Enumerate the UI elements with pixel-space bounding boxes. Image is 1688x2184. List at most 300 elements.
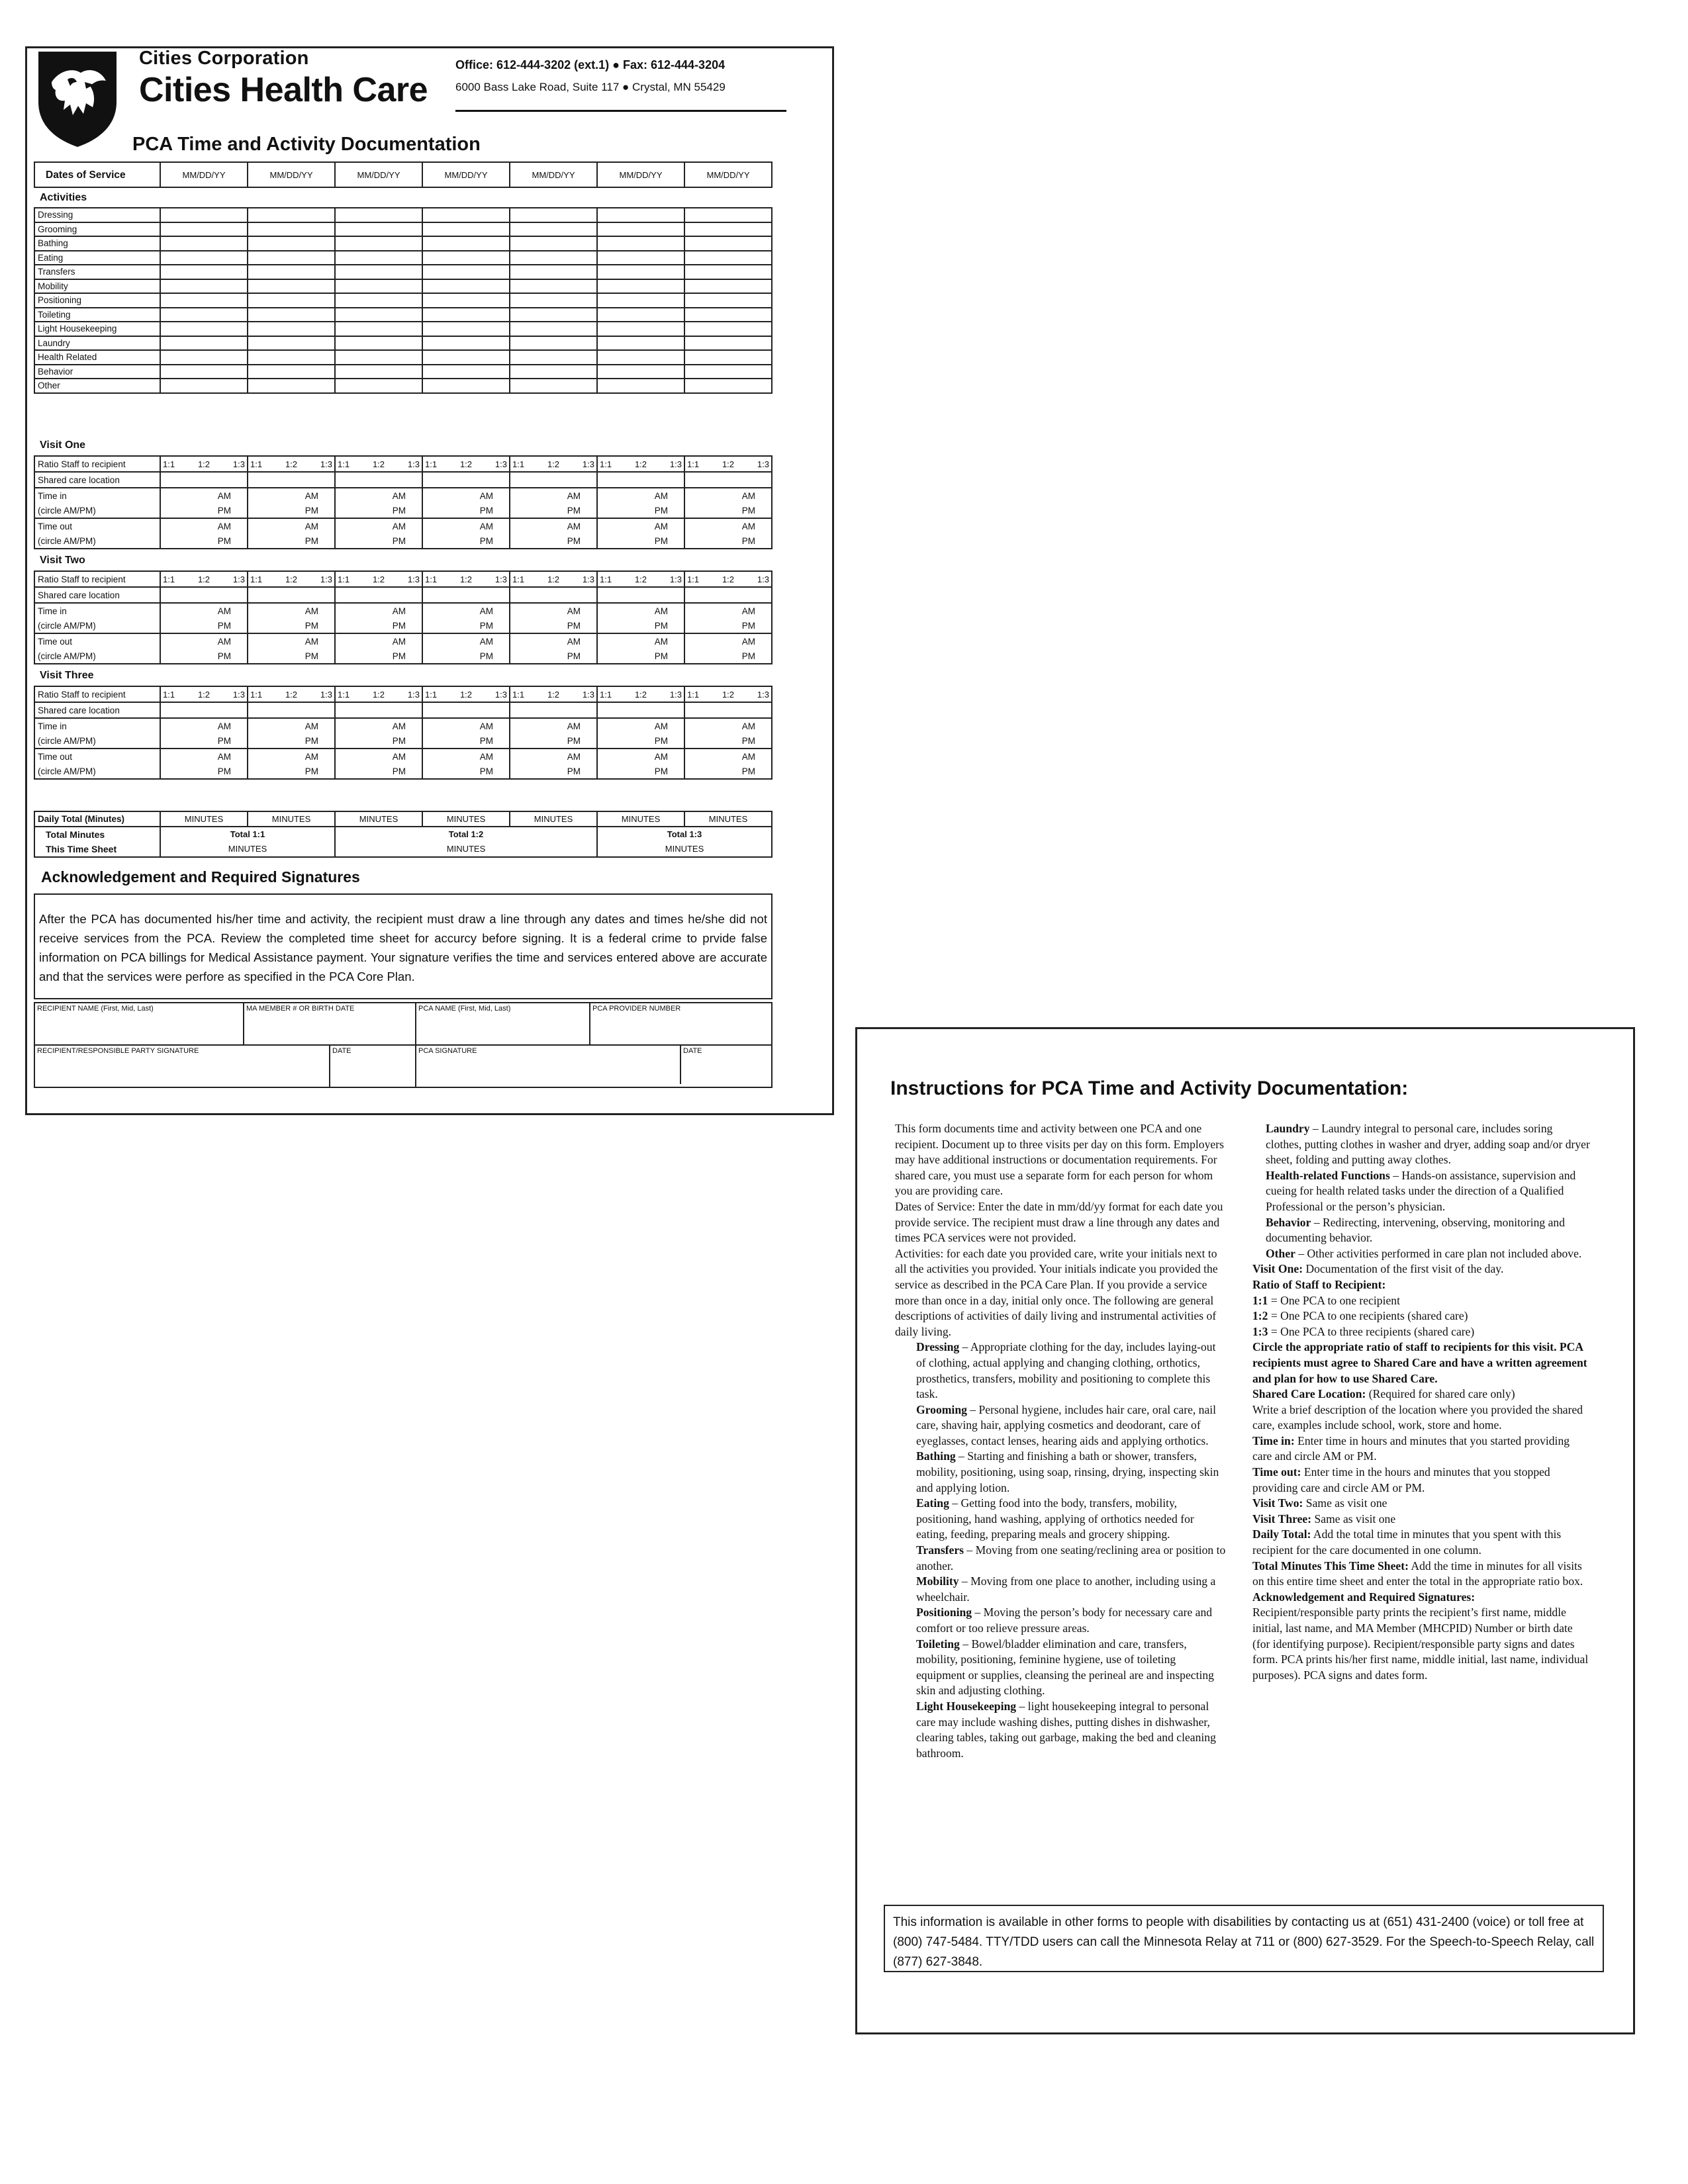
ratio-option-12[interactable]: 1:2 [372, 459, 385, 469]
time-out-am[interactable]: AM [335, 518, 422, 533]
ratio-cell[interactable] [335, 571, 422, 587]
ratio-option-11[interactable]: 1:1 [250, 574, 263, 584]
ratio-cell[interactable] [422, 456, 510, 472]
ma-member-field[interactable]: MA MEMBER # OR BIRTH DATE [244, 1003, 416, 1045]
ratio-option-11[interactable]: 1:1 [425, 574, 438, 584]
activity-initial-cell[interactable] [248, 365, 335, 379]
time-in-am[interactable]: AM [248, 603, 335, 618]
daily-total-cell[interactable]: MINUTES [160, 811, 248, 827]
date-cell[interactable]: MM/DD/YY [684, 162, 772, 187]
activity-initial-cell[interactable] [335, 279, 422, 294]
time-in-am[interactable]: AM [160, 603, 248, 618]
daily-total-cell[interactable]: MINUTES [422, 811, 510, 827]
time-out-am[interactable]: AM [422, 633, 510, 649]
ratio-option-12[interactable]: 1:2 [547, 459, 560, 469]
time-in-am[interactable]: AM [597, 718, 684, 733]
activity-initial-cell[interactable] [335, 251, 422, 265]
time-out-pm[interactable]: PM [422, 533, 510, 549]
time-out-pm[interactable]: PM [248, 649, 335, 664]
time-in-am[interactable]: AM [248, 488, 335, 503]
activity-initial-cell[interactable] [335, 350, 422, 365]
activity-initial-cell[interactable] [684, 236, 772, 251]
recipient-signature-field[interactable]: RECIPIENT/RESPONSIBLE PARTY SIGNATURE [34, 1045, 330, 1087]
time-in-pm[interactable]: PM [160, 503, 248, 518]
ratio-cell[interactable] [335, 456, 422, 472]
ratio-option-11[interactable]: 1:1 [338, 459, 350, 469]
ratio-option-12[interactable]: 1:2 [459, 574, 473, 584]
ratio-option-13[interactable]: 1:3 [320, 459, 332, 469]
ratio-option-13[interactable]: 1:3 [232, 689, 245, 700]
ratio-cell[interactable] [684, 571, 772, 587]
pca-date-field[interactable]: DATE [683, 1047, 702, 1055]
daily-total-cell[interactable]: MINUTES [684, 811, 772, 827]
activity-initial-cell[interactable] [597, 293, 684, 308]
time-in-pm[interactable]: PM [248, 733, 335, 749]
activity-initial-cell[interactable] [684, 365, 772, 379]
ratio-option-13[interactable]: 1:3 [494, 574, 507, 584]
time-in-pm[interactable]: PM [335, 503, 422, 518]
time-out-am[interactable]: AM [510, 633, 597, 649]
activity-initial-cell[interactable] [335, 208, 422, 222]
time-in-pm[interactable]: PM [248, 618, 335, 633]
activity-initial-cell[interactable] [510, 293, 597, 308]
ratio-cell[interactable] [335, 686, 422, 702]
activity-initial-cell[interactable] [510, 336, 597, 351]
ratio-cell[interactable] [422, 571, 510, 587]
ratio-option-13[interactable]: 1:3 [757, 689, 769, 700]
time-out-am[interactable]: AM [160, 633, 248, 649]
activity-initial-cell[interactable] [684, 350, 772, 365]
activity-initial-cell[interactable] [597, 336, 684, 351]
time-in-pm[interactable]: PM [510, 733, 597, 749]
shared-location-cell[interactable] [160, 702, 248, 718]
shared-location-cell[interactable] [422, 472, 510, 488]
time-out-am[interactable]: AM [422, 518, 510, 533]
shared-location-cell[interactable] [422, 702, 510, 718]
activity-initial-cell[interactable] [160, 208, 248, 222]
ratio-option-11[interactable]: 1:1 [338, 574, 350, 584]
time-in-am[interactable]: AM [335, 603, 422, 618]
ratio-option-11[interactable]: 1:1 [250, 459, 263, 469]
activity-initial-cell[interactable] [597, 222, 684, 237]
activity-initial-cell[interactable] [510, 322, 597, 336]
time-out-pm[interactable]: PM [597, 764, 684, 779]
activity-initial-cell[interactable] [248, 208, 335, 222]
time-in-pm[interactable]: PM [422, 733, 510, 749]
ratio-option-13[interactable]: 1:3 [582, 689, 594, 700]
ratio-option-12[interactable]: 1:2 [634, 689, 647, 700]
activity-initial-cell[interactable] [422, 322, 510, 336]
activity-initial-cell[interactable] [248, 322, 335, 336]
time-out-am[interactable]: AM [248, 633, 335, 649]
activity-initial-cell[interactable] [248, 279, 335, 294]
time-in-am[interactable]: AM [422, 603, 510, 618]
ratio-option-12[interactable]: 1:2 [634, 459, 647, 469]
activity-initial-cell[interactable] [335, 365, 422, 379]
time-in-pm[interactable]: PM [597, 503, 684, 518]
ratio-option-13[interactable]: 1:3 [582, 574, 594, 584]
time-out-pm[interactable]: PM [510, 533, 597, 549]
activity-initial-cell[interactable] [248, 350, 335, 365]
ratio-cell[interactable] [597, 686, 684, 702]
time-out-pm[interactable]: PM [335, 533, 422, 549]
ratio-option-11[interactable]: 1:1 [163, 459, 175, 469]
activity-initial-cell[interactable] [248, 265, 335, 279]
time-out-am[interactable]: AM [160, 749, 248, 764]
ratio-option-13[interactable]: 1:3 [494, 689, 507, 700]
shared-location-cell[interactable] [422, 587, 510, 603]
activity-initial-cell[interactable] [684, 208, 772, 222]
time-in-pm[interactable]: PM [422, 503, 510, 518]
ratio-option-11[interactable]: 1:1 [163, 574, 175, 584]
time-out-am[interactable]: AM [684, 518, 772, 533]
time-out-am[interactable]: AM [684, 633, 772, 649]
activity-initial-cell[interactable] [510, 251, 597, 265]
total-12-cell[interactable] [335, 827, 597, 857]
date-cell[interactable]: MM/DD/YY [248, 162, 335, 187]
time-out-am[interactable]: AM [597, 633, 684, 649]
activity-initial-cell[interactable] [422, 365, 510, 379]
shared-location-cell[interactable] [684, 587, 772, 603]
time-out-pm[interactable]: PM [510, 764, 597, 779]
pca-name-field[interactable]: PCA NAME (First, Mid, Last) [416, 1003, 590, 1045]
shared-location-cell[interactable] [597, 702, 684, 718]
time-in-am[interactable]: AM [160, 718, 248, 733]
activity-initial-cell[interactable] [422, 222, 510, 237]
time-out-am[interactable]: AM [510, 749, 597, 764]
activity-initial-cell[interactable] [160, 350, 248, 365]
ratio-option-12[interactable]: 1:2 [459, 689, 473, 700]
activity-initial-cell[interactable] [510, 236, 597, 251]
recipient-date-field[interactable]: DATE [330, 1045, 416, 1087]
activity-initial-cell[interactable] [335, 236, 422, 251]
shared-location-cell[interactable] [597, 587, 684, 603]
shared-location-cell[interactable] [248, 702, 335, 718]
time-out-pm[interactable]: PM [248, 764, 335, 779]
ratio-option-11[interactable]: 1:1 [512, 574, 525, 584]
activity-initial-cell[interactable] [597, 322, 684, 336]
ratio-option-12[interactable]: 1:2 [547, 689, 560, 700]
ratio-cell[interactable] [597, 571, 684, 587]
time-in-am[interactable]: AM [422, 488, 510, 503]
time-in-pm[interactable]: PM [684, 618, 772, 633]
activity-initial-cell[interactable] [422, 350, 510, 365]
daily-total-cell[interactable]: MINUTES [248, 811, 335, 827]
ratio-cell[interactable] [510, 686, 597, 702]
ratio-option-12[interactable]: 1:2 [722, 574, 735, 584]
activity-initial-cell[interactable] [248, 236, 335, 251]
shared-location-cell[interactable] [510, 702, 597, 718]
pca-provider-field[interactable]: PCA PROVIDER NUMBER [590, 1003, 772, 1045]
pca-signature-field[interactable]: PCA SIGNATURE [416, 1046, 681, 1084]
shared-location-cell[interactable] [510, 472, 597, 488]
time-in-pm[interactable]: PM [335, 733, 422, 749]
time-in-am[interactable]: AM [597, 488, 684, 503]
shared-location-cell[interactable] [335, 702, 422, 718]
ratio-cell[interactable] [684, 686, 772, 702]
date-cell[interactable]: MM/DD/YY [422, 162, 510, 187]
ratio-option-12[interactable]: 1:2 [722, 689, 735, 700]
time-in-pm[interactable]: PM [422, 618, 510, 633]
daily-total-cell[interactable]: MINUTES [510, 811, 597, 827]
time-in-pm[interactable]: PM [248, 503, 335, 518]
ratio-option-12[interactable]: 1:2 [285, 574, 298, 584]
activity-initial-cell[interactable] [160, 279, 248, 294]
time-out-am[interactable]: AM [597, 518, 684, 533]
activity-initial-cell[interactable] [597, 365, 684, 379]
activity-initial-cell[interactable] [422, 308, 510, 322]
activity-initial-cell[interactable] [597, 308, 684, 322]
shared-location-cell[interactable] [597, 472, 684, 488]
time-out-pm[interactable]: PM [422, 649, 510, 664]
activity-initial-cell[interactable] [160, 336, 248, 351]
ratio-cell[interactable] [422, 686, 510, 702]
activity-initial-cell[interactable] [510, 379, 597, 393]
ratio-option-11[interactable]: 1:1 [163, 689, 175, 700]
time-in-am[interactable]: AM [684, 488, 772, 503]
ratio-option-13[interactable]: 1:3 [669, 689, 682, 700]
ratio-option-13[interactable]: 1:3 [320, 689, 332, 700]
time-in-pm[interactable]: PM [684, 733, 772, 749]
activity-initial-cell[interactable] [684, 336, 772, 351]
ratio-option-11[interactable]: 1:1 [600, 459, 612, 469]
time-in-am[interactable]: AM [684, 718, 772, 733]
time-out-pm[interactable]: PM [597, 533, 684, 549]
activity-initial-cell[interactable] [422, 236, 510, 251]
time-in-am[interactable]: AM [160, 488, 248, 503]
time-in-pm[interactable]: PM [160, 618, 248, 633]
ratio-option-12[interactable]: 1:2 [634, 574, 647, 584]
time-in-am[interactable]: AM [335, 488, 422, 503]
activity-initial-cell[interactable] [684, 265, 772, 279]
ratio-option-12[interactable]: 1:2 [722, 459, 735, 469]
time-in-pm[interactable]: PM [160, 733, 248, 749]
time-in-pm[interactable]: PM [597, 618, 684, 633]
time-out-pm[interactable]: PM [422, 764, 510, 779]
ratio-option-12[interactable]: 1:2 [372, 574, 385, 584]
shared-location-cell[interactable] [248, 587, 335, 603]
ratio-option-13[interactable]: 1:3 [494, 459, 507, 469]
activity-initial-cell[interactable] [422, 208, 510, 222]
time-out-pm[interactable]: PM [510, 649, 597, 664]
activity-initial-cell[interactable] [684, 251, 772, 265]
ratio-option-13[interactable]: 1:3 [232, 574, 245, 584]
daily-total-cell[interactable]: MINUTES [335, 811, 422, 827]
activity-initial-cell[interactable] [160, 251, 248, 265]
time-in-pm[interactable]: PM [684, 503, 772, 518]
date-cell[interactable]: MM/DD/YY [335, 162, 422, 187]
activity-initial-cell[interactable] [422, 379, 510, 393]
ratio-cell[interactable] [597, 456, 684, 472]
activity-initial-cell[interactable] [510, 222, 597, 237]
ratio-cell[interactable] [510, 456, 597, 472]
ratio-option-12[interactable]: 1:2 [372, 689, 385, 700]
ratio-cell[interactable] [248, 686, 335, 702]
time-out-pm[interactable]: PM [160, 764, 248, 779]
activity-initial-cell[interactable] [160, 322, 248, 336]
shared-location-cell[interactable] [335, 472, 422, 488]
activity-initial-cell[interactable] [160, 265, 248, 279]
activity-initial-cell[interactable] [160, 222, 248, 237]
activity-initial-cell[interactable] [422, 265, 510, 279]
time-out-am[interactable]: AM [510, 518, 597, 533]
ratio-cell[interactable] [248, 571, 335, 587]
activity-initial-cell[interactable] [248, 293, 335, 308]
ratio-cell[interactable] [160, 456, 248, 472]
shared-location-cell[interactable] [335, 587, 422, 603]
ratio-cell[interactable] [510, 571, 597, 587]
time-in-pm[interactable]: PM [510, 618, 597, 633]
ratio-option-13[interactable]: 1:3 [407, 574, 420, 584]
time-out-pm[interactable]: PM [335, 649, 422, 664]
ratio-option-11[interactable]: 1:1 [600, 574, 612, 584]
activity-initial-cell[interactable] [510, 265, 597, 279]
time-out-am[interactable]: AM [597, 749, 684, 764]
activity-initial-cell[interactable] [684, 322, 772, 336]
ratio-option-13[interactable]: 1:3 [757, 574, 769, 584]
ratio-option-11[interactable]: 1:1 [687, 574, 700, 584]
ratio-option-11[interactable]: 1:1 [250, 689, 263, 700]
activity-initial-cell[interactable] [422, 293, 510, 308]
activity-initial-cell[interactable] [248, 379, 335, 393]
date-cell[interactable]: MM/DD/YY [597, 162, 684, 187]
activity-initial-cell[interactable] [510, 208, 597, 222]
activity-initial-cell[interactable] [510, 365, 597, 379]
activity-initial-cell[interactable] [597, 208, 684, 222]
activity-initial-cell[interactable] [248, 336, 335, 351]
time-out-pm[interactable]: PM [597, 649, 684, 664]
ratio-option-11[interactable]: 1:1 [512, 459, 525, 469]
activity-initial-cell[interactable] [684, 308, 772, 322]
time-out-pm[interactable]: PM [160, 533, 248, 549]
ratio-option-12[interactable]: 1:2 [197, 574, 211, 584]
time-out-am[interactable]: AM [248, 518, 335, 533]
total-13-cell[interactable] [597, 827, 772, 857]
ratio-option-12[interactable]: 1:2 [285, 459, 298, 469]
activity-initial-cell[interactable] [160, 308, 248, 322]
activity-initial-cell[interactable] [422, 279, 510, 294]
date-cell[interactable]: MM/DD/YY [510, 162, 597, 187]
time-in-pm[interactable]: PM [335, 618, 422, 633]
activity-initial-cell[interactable] [684, 293, 772, 308]
ratio-option-13[interactable]: 1:3 [757, 459, 769, 469]
ratio-cell[interactable] [248, 456, 335, 472]
shared-location-cell[interactable] [684, 472, 772, 488]
activity-initial-cell[interactable] [248, 308, 335, 322]
time-out-pm[interactable]: PM [684, 649, 772, 664]
shared-location-cell[interactable] [160, 472, 248, 488]
time-in-am[interactable]: AM [510, 718, 597, 733]
time-out-pm[interactable]: PM [248, 533, 335, 549]
time-out-am[interactable]: AM [335, 633, 422, 649]
shared-location-cell[interactable] [684, 702, 772, 718]
shared-location-cell[interactable] [160, 587, 248, 603]
daily-total-cell[interactable]: MINUTES [597, 811, 684, 827]
ratio-option-13[interactable]: 1:3 [407, 689, 420, 700]
time-out-pm[interactable]: PM [684, 533, 772, 549]
activity-initial-cell[interactable] [335, 265, 422, 279]
ratio-option-13[interactable]: 1:3 [320, 574, 332, 584]
ratio-option-12[interactable]: 1:2 [285, 689, 298, 700]
shared-location-cell[interactable] [510, 587, 597, 603]
activity-initial-cell[interactable] [160, 365, 248, 379]
activity-initial-cell[interactable] [422, 251, 510, 265]
activity-initial-cell[interactable] [597, 379, 684, 393]
ratio-option-11[interactable]: 1:1 [338, 689, 350, 700]
total-11-cell[interactable] [160, 827, 335, 857]
time-in-am[interactable]: AM [597, 603, 684, 618]
activity-initial-cell[interactable] [335, 336, 422, 351]
activity-initial-cell[interactable] [597, 251, 684, 265]
ratio-option-11[interactable]: 1:1 [425, 689, 438, 700]
ratio-option-13[interactable]: 1:3 [669, 459, 682, 469]
activity-initial-cell[interactable] [248, 251, 335, 265]
activity-initial-cell[interactable] [684, 222, 772, 237]
activity-initial-cell[interactable] [422, 336, 510, 351]
date-cell[interactable]: MM/DD/YY [160, 162, 248, 187]
activity-initial-cell[interactable] [597, 265, 684, 279]
ratio-option-11[interactable]: 1:1 [425, 459, 438, 469]
ratio-option-13[interactable]: 1:3 [232, 459, 245, 469]
ratio-option-11[interactable]: 1:1 [600, 689, 612, 700]
ratio-cell[interactable] [160, 571, 248, 587]
time-in-am[interactable]: AM [510, 488, 597, 503]
time-in-am[interactable]: AM [510, 603, 597, 618]
activity-initial-cell[interactable] [510, 350, 597, 365]
time-in-pm[interactable]: PM [597, 733, 684, 749]
ratio-cell[interactable] [684, 456, 772, 472]
time-out-pm[interactable]: PM [684, 764, 772, 779]
ratio-option-11[interactable]: 1:1 [512, 689, 525, 700]
activity-initial-cell[interactable] [597, 236, 684, 251]
ratio-option-12[interactable]: 1:2 [547, 574, 560, 584]
activity-initial-cell[interactable] [510, 279, 597, 294]
activity-initial-cell[interactable] [160, 236, 248, 251]
ratio-option-11[interactable]: 1:1 [687, 459, 700, 469]
ratio-option-12[interactable]: 1:2 [197, 459, 211, 469]
activity-initial-cell[interactable] [597, 350, 684, 365]
activity-initial-cell[interactable] [510, 308, 597, 322]
ratio-option-13[interactable]: 1:3 [407, 459, 420, 469]
activity-initial-cell[interactable] [335, 293, 422, 308]
time-out-pm[interactable]: PM [335, 764, 422, 779]
activity-initial-cell[interactable] [248, 222, 335, 237]
time-in-am[interactable]: AM [684, 603, 772, 618]
time-out-am[interactable]: AM [160, 518, 248, 533]
activity-initial-cell[interactable] [684, 279, 772, 294]
activity-initial-cell[interactable] [335, 322, 422, 336]
ratio-option-12[interactable]: 1:2 [197, 689, 211, 700]
activity-initial-cell[interactable] [160, 379, 248, 393]
activity-initial-cell[interactable] [335, 308, 422, 322]
activity-initial-cell[interactable] [597, 279, 684, 294]
ratio-option-13[interactable]: 1:3 [669, 574, 682, 584]
activity-initial-cell[interactable] [160, 293, 248, 308]
ratio-cell[interactable] [160, 686, 248, 702]
time-in-am[interactable]: AM [335, 718, 422, 733]
time-in-am[interactable]: AM [422, 718, 510, 733]
time-in-am[interactable]: AM [248, 718, 335, 733]
time-in-pm[interactable]: PM [510, 503, 597, 518]
activity-initial-cell[interactable] [335, 379, 422, 393]
activity-initial-cell[interactable] [684, 379, 772, 393]
ratio-option-12[interactable]: 1:2 [459, 459, 473, 469]
time-out-pm[interactable]: PM [160, 649, 248, 664]
shared-location-cell[interactable] [248, 472, 335, 488]
ratio-option-13[interactable]: 1:3 [582, 459, 594, 469]
recipient-name-field[interactable]: RECIPIENT NAME (First, Mid, Last) [34, 1003, 244, 1045]
time-out-am[interactable]: AM [422, 749, 510, 764]
